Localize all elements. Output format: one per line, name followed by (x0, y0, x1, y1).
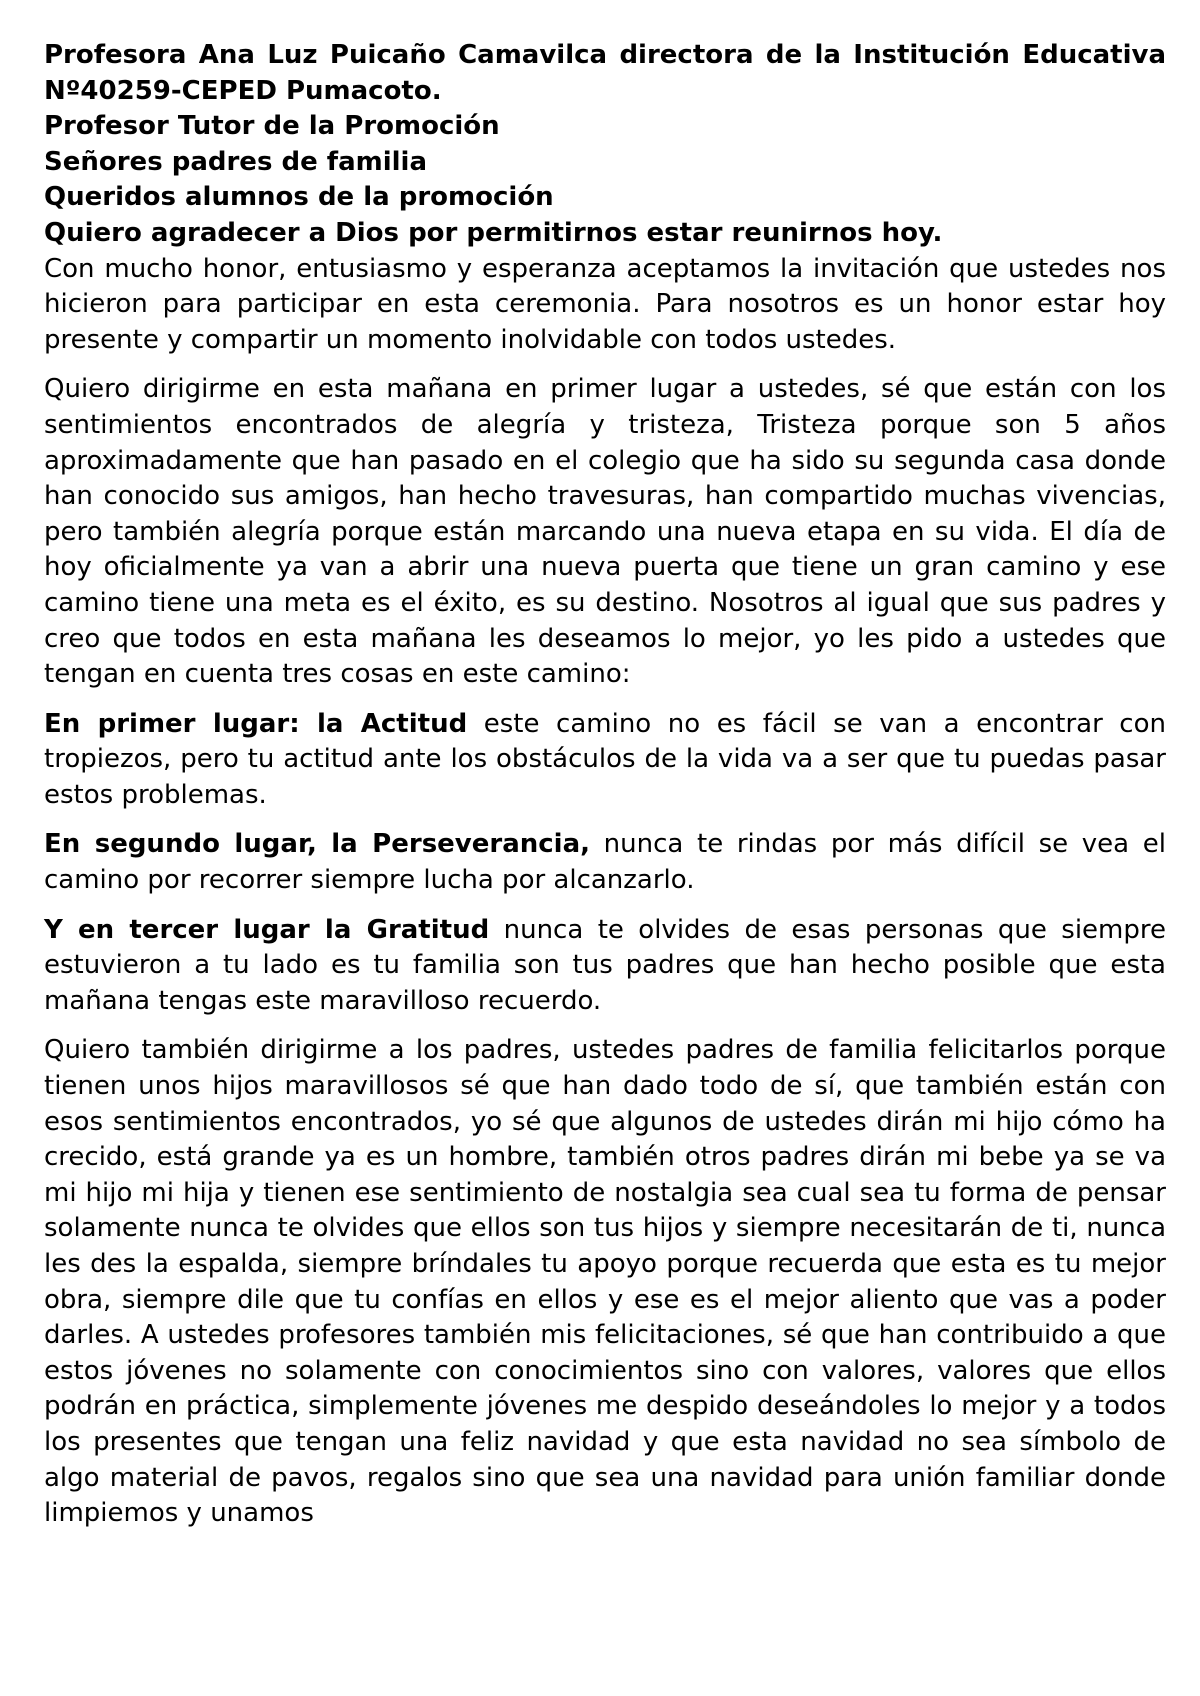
point-perseverance (44, 827, 1166, 898)
point-text: nunca te rindas por más difícil se vea el camino por recorrer siempre lucha por alcanzarlo. (44, 829, 1166, 896)
point-attitude (44, 707, 1166, 814)
point-lead: Y en tercer lugar la Gratitud (44, 914, 490, 945)
point-text: este camino no es fácil se van a encontrar con tropiezos, pero tu actitud ante los obstáculos de la vida va a ser que tu puedas pasar estos problemas. (44, 708, 1166, 810)
point-lead: En primer lugar: la Actitud (44, 708, 468, 739)
document-page (44, 38, 1166, 1546)
students-paragraph: Quiero dirigirme en esta mañana en primer lugar a ustedes, sé que están con los sentimientos encontrados de alegría y tristeza, Tristeza porque son 5 años aproximadamente que han pasado en el colegio que ha sido su segunda casa donde han conocido sus amigos, han hecho travesuras, han compartido muchas vivencias, pero también alegría porque están marcando una nueva etapa en su vida. El día de hoy oficialmente ya van a abrir una nueva puerta que tiene un gran camino y ese camino tiene una meta es el éxito, es su destino. Nosotros al igual que sus padres y creo que todos en esta mañana les deseamos lo mejor, yo les pido a ustedes que tengan en cuenta tres cosas en este camino: (44, 374, 1166, 690)
greeting-parents: Señores padres de familia (44, 146, 427, 177)
greeting-tutor: Profesor Tutor de la Promoción (44, 111, 500, 142)
intro-paragraph: Con mucho honor, entusiasmo y esperanza aceptamos la invitación que ustedes nos hicieron para participar en esta ceremonia. Para nosotros es un honor estar hoy presente y compartir un momento inolvidable con todos ustedes. (44, 253, 1166, 355)
greeting-thanks: Quiero agradecer a Dios por permitirnos estar reunirnos hoy. (44, 217, 943, 248)
greeting-students: Queridos alumnos de la promoción (44, 182, 554, 213)
greeting-director: Profesora Ana Luz Puicaño Camavilca directora de la Institución Educativa Nº40259-CEPED Pumacoto. (44, 40, 1166, 106)
point-gratitude (44, 913, 1166, 1020)
parents-paragraph: Quiero también dirigirme a los padres, ustedes padres de familia felicitarlos porque tienen unos hijos maravillosos sé que han dado todo de sí, que también están con esos sentimientos encontrados, yo sé que algunos de ustedes dirán mi hijo cómo ha crecido, está grande ya es un hombre, también otros padres dirán mi bebe ya se va mi hijo mi hija y tienen ese sentimiento de nostalgia sea cual sea tu forma de pensar solamente nunca te olvides que ellos son tus hijos y siempre necesitarán de ti, nunca les des la espalda, siempre bríndales tu apoyo porque recuerda que esta es tu mejor obra, siempre dile que tu confías en ellos y ese es el mejor aliento que vas a poder darles. A ustedes profesores también mis felicitaciones, sé que han contribuido a que estos jóvenes no solamente con conocimientos sino con valores, valores que ellos podrán en práctica, simplemente jóvenes me despido deseándoles lo mejor y a todos los presentes que tengan una feliz navidad y que esta navidad no sea símbolo de algo material de pavos, regalos sino que sea una navidad para unión familiar donde limpiemos y unamos (44, 1035, 1166, 1529)
point-lead: En segundo lugar, la Perseverancia, (44, 829, 591, 860)
point-text: nunca te olvides de esas personas que siempre estuvieron a tu lado es tu familia son tus padres que han hecho posible que esta mañana tengas este maravilloso recuerdo. (44, 914, 1166, 1016)
